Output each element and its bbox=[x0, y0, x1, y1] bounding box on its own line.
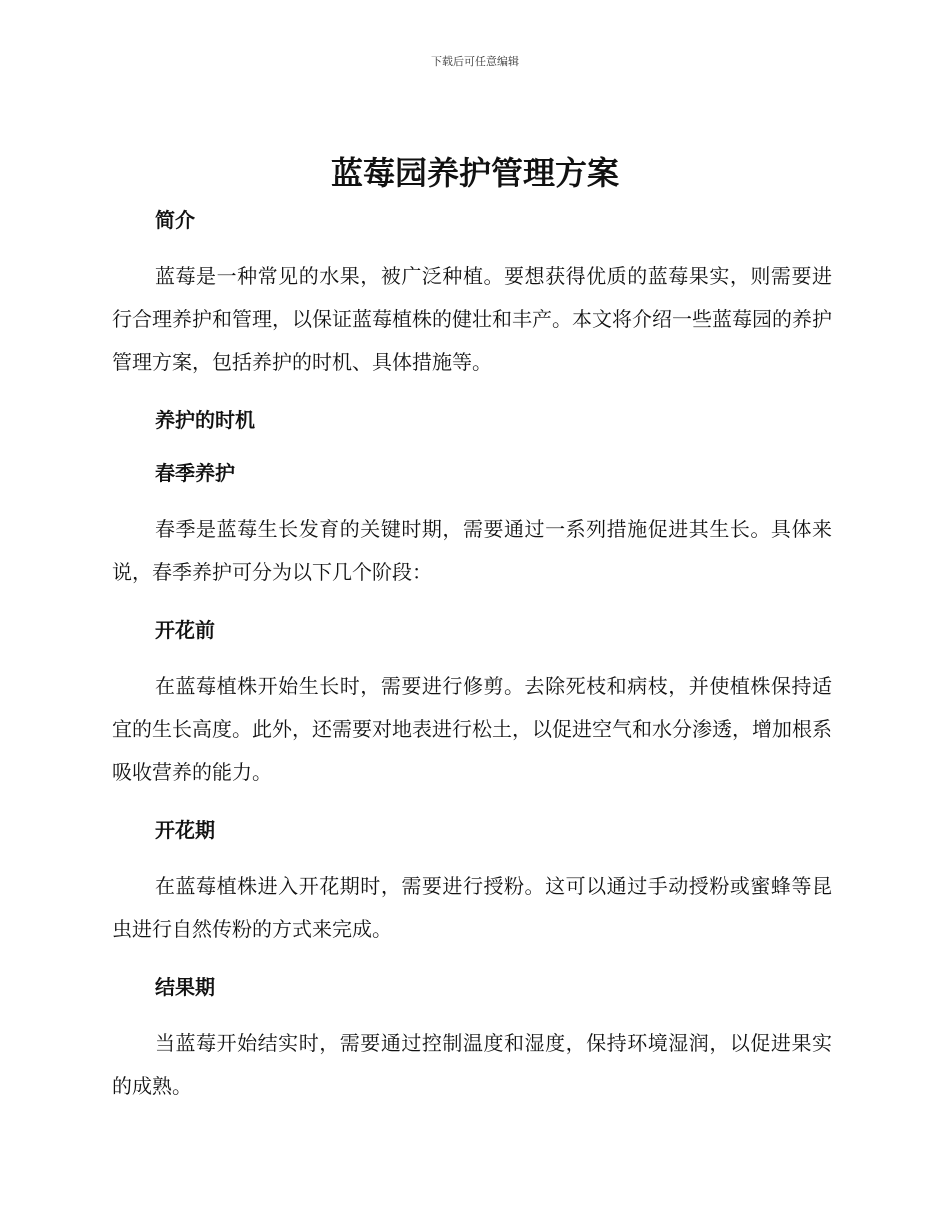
heading-before-flowering: 开花前 bbox=[155, 618, 215, 642]
paragraph-spring-care: 春季是蓝莓生长发育的关键时期，需要通过一系列措施促进其生长。具体来说，春季养护可分为以下几个阶段： bbox=[112, 517, 832, 584]
heading-timing: 养护的时机 bbox=[155, 408, 255, 432]
paragraph-flowering: 在蓝莓植株进入开花期时，需要进行授粉。这可以通过手动授粉或蜜蜂等昆虫进行自然传粉的方式来完成。 bbox=[112, 874, 832, 941]
heading-spring-care: 春季养护 bbox=[155, 461, 235, 485]
page-header-note: 下载后可任意编辑 bbox=[431, 55, 519, 68]
paragraph-intro: 蓝莓是一种常见的水果，被广泛种植。要想获得优质的蓝莓果实，则需要进行合理养护和管理，以保证蓝莓植株的健壮和丰产。本文将介绍一些蓝莓园的养护管理方案，包括养护的时机、具体措施等。 bbox=[112, 264, 832, 374]
heading-flowering: 开花期 bbox=[155, 818, 215, 842]
paragraph-before-flowering: 在蓝莓植株开始生长时，需要进行修剪。去除死枝和病枝，并使植株保持适宜的生长高度。此外，还需要对地表进行松土，以促进空气和水分渗透，增加根系吸收营养的能力。 bbox=[112, 674, 832, 784]
document-body bbox=[112, 203, 832, 1108]
document-title: 蓝莓园养护管理方案 bbox=[330, 154, 619, 192]
heading-fruiting: 结果期 bbox=[155, 975, 215, 999]
heading-intro: 简介 bbox=[155, 208, 195, 232]
paragraph-fruiting: 当蓝莓开始结实时，需要通过控制温度和湿度，保持环境湿润，以促进果实的成熟。 bbox=[112, 1031, 832, 1098]
